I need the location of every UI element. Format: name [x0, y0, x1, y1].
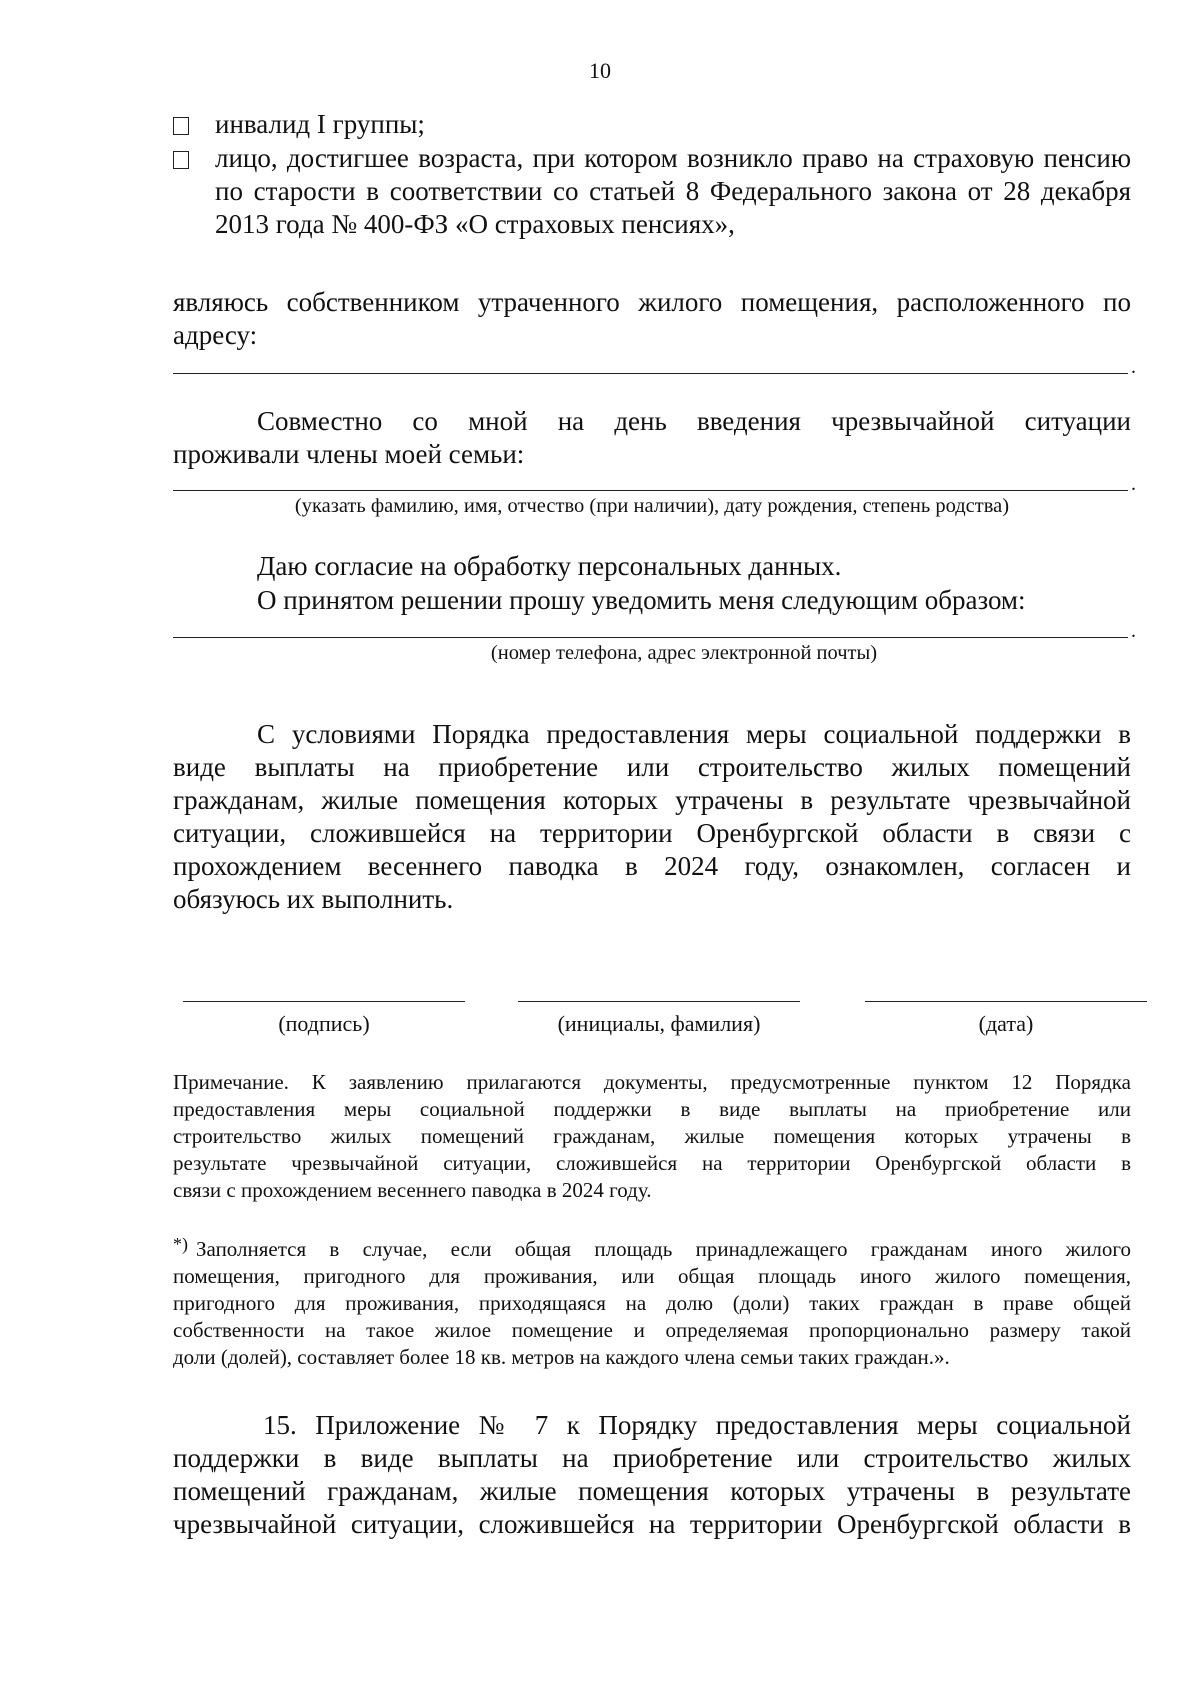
date-label: (дата) [978, 1011, 1034, 1036]
note-line: связи с прохождением весеннего паводка в 2024 году. [173, 1178, 652, 1202]
terms-line: С условиями Порядка предоставления меры социальной поддержки в [257, 719, 1131, 749]
checkbox-label: инвалид I группы; [215, 109, 425, 139]
footnote-line: доли (долей), составляет более 18 кв. метров на каждого члена семьи таких граждан.». [173, 1345, 950, 1369]
trailing-dot: . [1131, 473, 1136, 495]
footnote-marker: *) [173, 1234, 188, 1254]
owner-statement-line1: являюсь собственником утраченного жилого помещения, расположенного по [173, 287, 1131, 317]
trailing-dot: . [1131, 620, 1136, 642]
footnote-line [173, 1236, 1131, 1263]
contact-input-line[interactable] [173, 637, 1128, 638]
trailing-dot: . [1131, 356, 1136, 378]
family-statement-line2: проживали члены моей семьи: [173, 439, 525, 469]
note-line: результате чрезвычайной ситуации, сложившейся на территории Оренбургской области в [173, 1151, 1131, 1175]
terms-line: прохождением весеннего паводка в 2024 году, ознакомлен, согласен и [173, 851, 1131, 881]
note-line: предоставления меры социальной поддержки в виде выплаты на приобретение или [173, 1097, 1131, 1121]
footnote-line: собственности на такое жилое помещение и определяемая пропорционально размеру такой [173, 1318, 1131, 1342]
signature-label: (подпись) [278, 1011, 370, 1036]
footnote-text: Заполняется в случае, если общая площадь принадлежащего гражданам иного жилого [196, 1237, 1131, 1261]
contact-caption: (номер телефона, адрес электронной почты) [490, 642, 878, 664]
checkbox-option-disabled-group-1[interactable] [173, 108, 1131, 141]
owner-statement-line2: адресу: [173, 320, 258, 350]
terms-line: виде выплаты на приобретение или строительство жилых помещений [173, 752, 1131, 782]
family-members-caption: (указать фамилию, имя, отчество (при наличии), дату рождения, степень родства) [294, 495, 1010, 517]
family-members-input-line[interactable] [173, 490, 1128, 491]
name-label: (инициалы, фамилия) [557, 1011, 761, 1036]
item15-line: 15. Приложение № 7 к Порядку предоставления меры социальной [263, 1410, 1131, 1440]
footnote-line: помещения, пригодного для проживания, или общая площадь иного жилого помещения, [173, 1264, 1131, 1288]
item15-line: поддержки в виде выплаты на приобретение или строительство жилых [173, 1443, 1131, 1473]
item15-line: чрезвычайной ситуации, сложившейся на территории Оренбургской области в [173, 1509, 1131, 1539]
checkbox-icon[interactable] [173, 117, 189, 135]
page-number: 10 [589, 58, 611, 83]
address-input-line[interactable] [173, 373, 1128, 374]
note-line: строительство жилых помещений гражданам, жилые помещения которых утрачены в [173, 1124, 1131, 1148]
name-input-line[interactable] [518, 1001, 800, 1002]
signature-input-line[interactable] [183, 1001, 465, 1002]
checkbox-icon[interactable] [173, 151, 189, 169]
note-line: Примечание. К заявлению прилагаются документы, предусмотренные пунктом 12 Порядка [173, 1070, 1131, 1094]
family-statement-line1: Совместно со мной на день введения чрезвычайной ситуации [257, 406, 1131, 436]
checkbox-label: лицо, достигшее возраста, при котором возникло право на страховую пенсию по старости в соответствии со статьей 8 Федерального закона от 28 декабря 2013 года № 400-ФЗ «О страховых пенсиях», [215, 143, 1131, 239]
terms-line: ситуации, сложившейся на территории Оренбургской области в связи с [173, 818, 1131, 848]
checkbox-option-pension-age[interactable] [173, 142, 1131, 241]
notify-request-line: О принятом решении прошу уведомить меня следующим образом: [257, 585, 1026, 615]
terms-line: обязуюсь их выполнить. [173, 884, 454, 914]
footnote-line: пригодного для проживания, приходящаяся на долю (доли) таких граждан в праве общей [173, 1291, 1131, 1315]
date-input-line[interactable] [865, 1001, 1147, 1002]
terms-line: гражданам, жилые помещения которых утрачены в результате чрезвычайной [173, 785, 1131, 815]
item15-line: помещений гражданам, жилые помещения которых утрачены в результате [173, 1476, 1131, 1506]
consent-line: Даю согласие на обработку персональных данных. [257, 551, 842, 581]
